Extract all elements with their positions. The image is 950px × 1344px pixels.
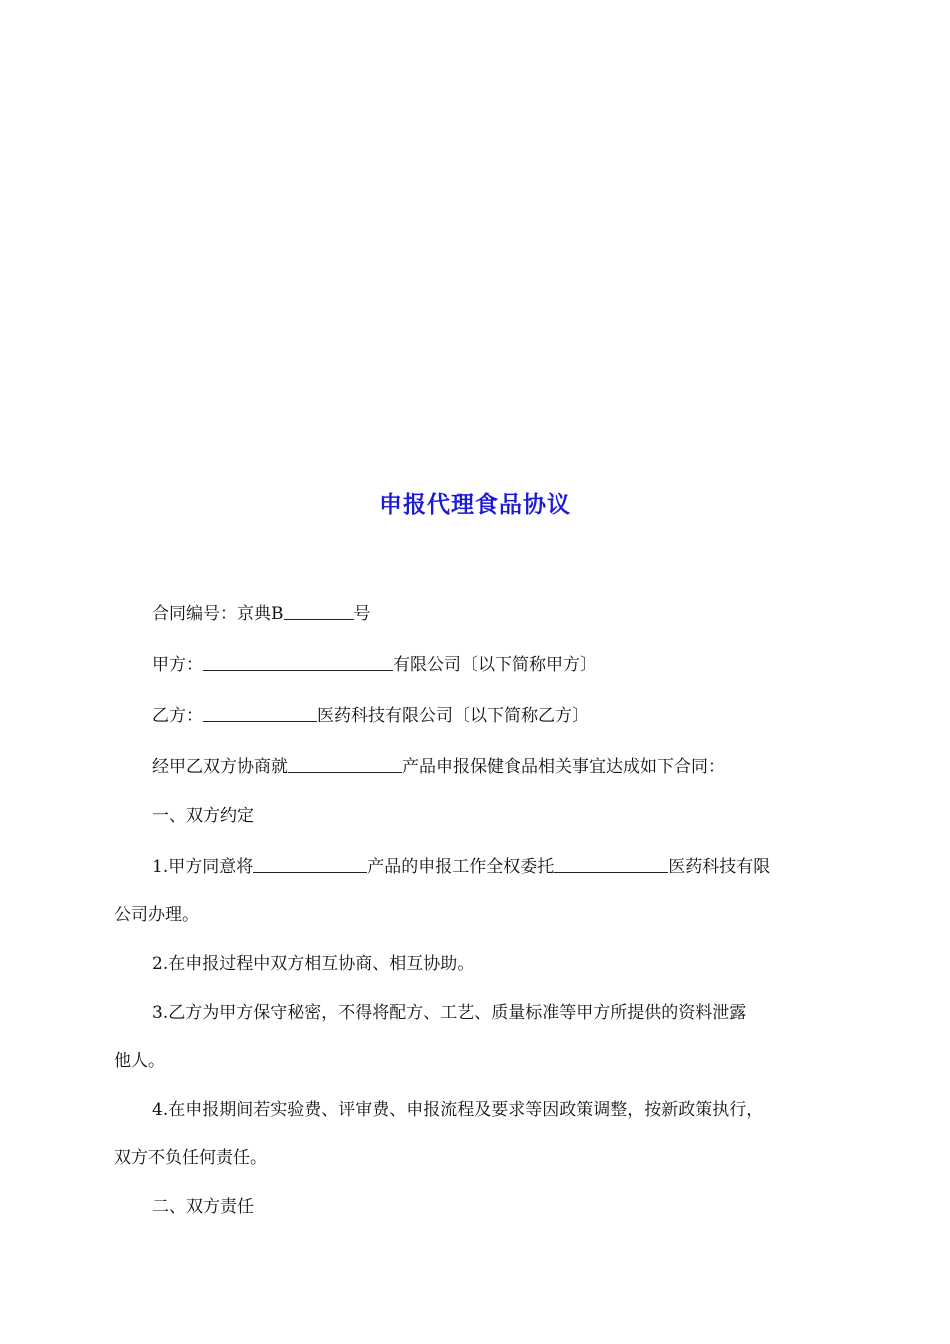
document-title: 申报代理食品协议 — [379, 492, 571, 518]
party-a-blank — [203, 651, 393, 671]
clause-1-middle: 产品的申报工作全权委托 — [367, 857, 555, 877]
clause-1-blank-1 — [253, 853, 367, 873]
preamble-line — [114, 753, 844, 779]
section-2-heading: 二、双方责任 — [152, 1197, 254, 1217]
clause-2: 2.在申报过程中双方相互协商、相互协助。 — [152, 954, 475, 974]
party-a-line — [114, 651, 844, 677]
clause-1-line-1 — [114, 853, 844, 879]
clause-4-line-1: 4.在申报期间若实验费、评审费、申报流程及要求等因政策调整，按新政策执行， — [152, 1100, 764, 1120]
party-b-line — [114, 702, 844, 728]
clause-1-suffix: 医药科技有限 — [668, 857, 771, 877]
clause-1-line-2: 公司办理。 — [114, 905, 199, 925]
document-body — [114, 600, 844, 1219]
clause-3-line-2: 他人。 — [114, 1051, 165, 1071]
contract-number-suffix: 号 — [353, 604, 371, 624]
clause-1-blank-2 — [554, 853, 668, 873]
clause-4-line-2: 双方不负任何责任。 — [114, 1148, 267, 1168]
contract-number-blank — [284, 600, 354, 620]
preamble-prefix: 经甲乙双方协商就 — [152, 757, 288, 777]
preamble-suffix: 产品申报保健食品相关事宜达成如下合同： — [402, 757, 725, 777]
section-1-heading: 一、双方约定 — [152, 806, 254, 826]
party-a-label: 甲方： — [152, 655, 203, 675]
party-b-blank — [203, 702, 317, 722]
clause-3-line-1: 3.乙方为甲方保守秘密，不得将配方、工艺、质量标准等甲方所提供的资料泄露 — [152, 1003, 747, 1023]
contract-number-label: 合同编号：京典B — [152, 604, 284, 624]
preamble-blank — [288, 753, 402, 773]
party-b-label: 乙方： — [152, 706, 203, 726]
clause-1-prefix: 1.甲方同意将 — [152, 857, 254, 877]
party-b-suffix: 医药科技有限公司〔以下简称乙方〕 — [317, 706, 589, 726]
contract-number-line — [114, 600, 844, 626]
party-a-suffix: 有限公司〔以下简称甲方〕 — [393, 655, 597, 675]
